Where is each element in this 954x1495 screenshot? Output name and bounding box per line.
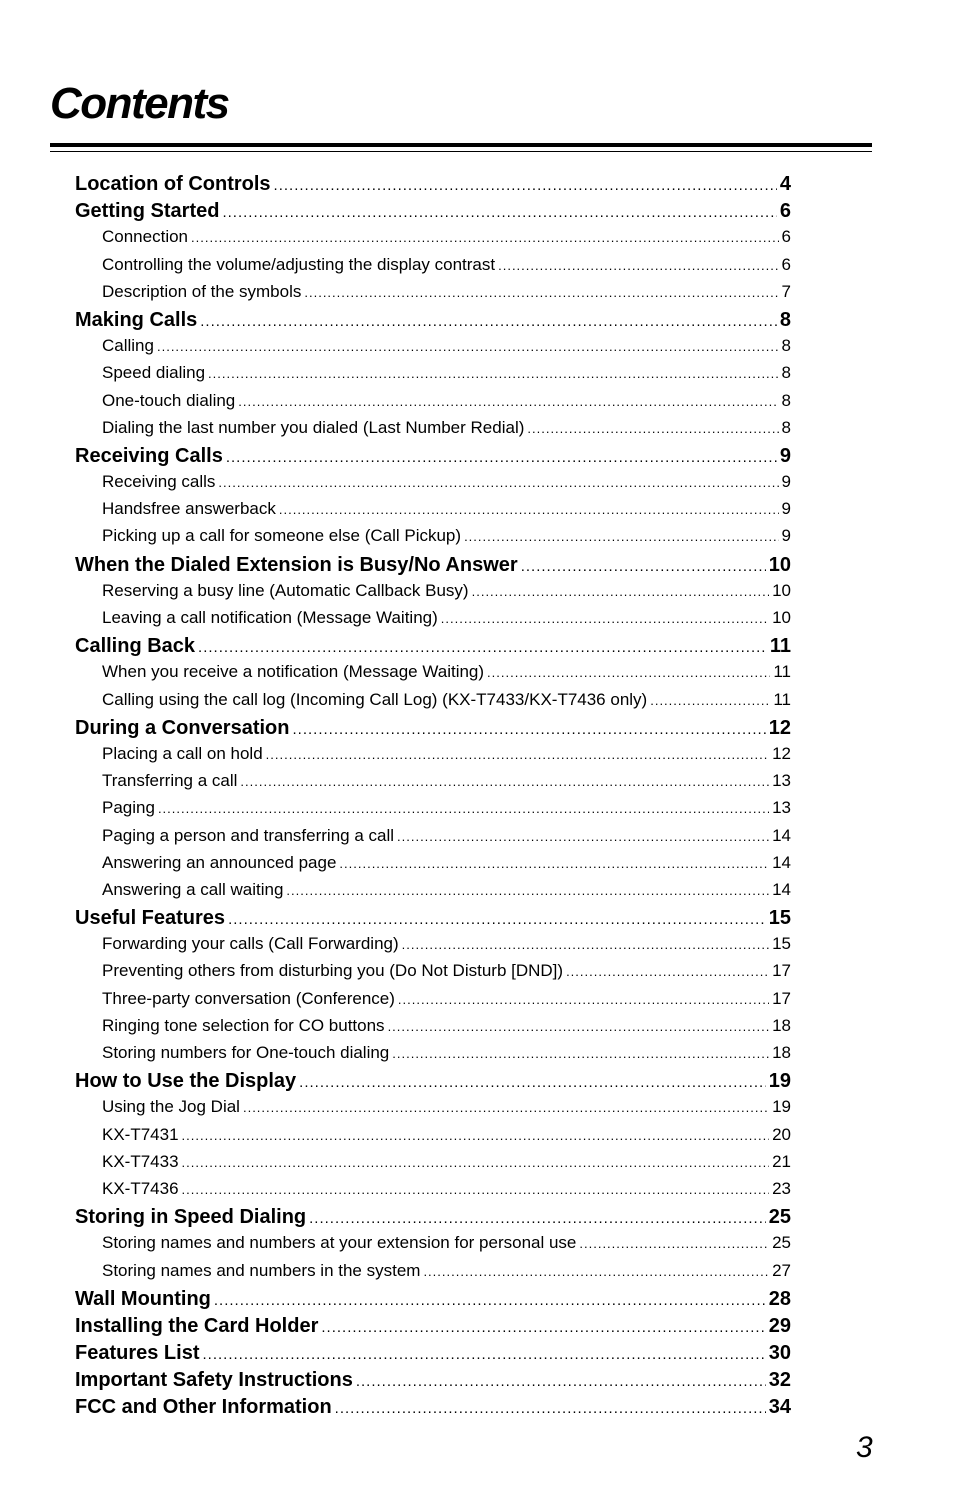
toc-subsection-entry[interactable]: [75, 336, 791, 363]
toc-entry-title: Receiving calls: [102, 472, 216, 492]
toc-entry-page: 8: [781, 417, 791, 437]
toc-subsection-entry[interactable]: [75, 255, 791, 282]
toc-entry-page: 12: [768, 716, 791, 739]
toc-entry-title: Paging a person and transferring a call: [102, 825, 395, 845]
toc-dot-leader: [222, 204, 776, 221]
toc-subsection-entry[interactable]: [75, 581, 791, 608]
toc-subsection-entry[interactable]: [75, 1125, 791, 1152]
toc-subsection-entry[interactable]: [75, 662, 791, 689]
page-title: Contents: [50, 79, 229, 128]
toc-subsection-entry[interactable]: [75, 418, 791, 445]
toc-entry-title: Calling: [102, 336, 154, 356]
toc-section-entry[interactable]: [75, 173, 791, 200]
toc-section-entry[interactable]: [75, 1070, 791, 1097]
toc-section-entry[interactable]: [75, 1369, 791, 1396]
toc-dot-leader: [339, 856, 769, 871]
toc-dot-leader: [240, 774, 769, 789]
toc-entry-page: 10: [772, 608, 791, 627]
toc-section-entry[interactable]: [75, 309, 791, 336]
toc-dot-leader: [226, 449, 777, 466]
toc-entry-title: Calling Back: [75, 635, 196, 658]
toc-entry-page: 8: [781, 390, 791, 410]
toc-dot-leader: [299, 1074, 766, 1091]
toc-dot-leader: [208, 366, 779, 381]
toc-entry-title: When you receive a notification (Message Waiting): [102, 662, 485, 682]
toc-entry-title: Controlling the volume/adjusting the display contrast: [102, 254, 496, 274]
toc-subsection-entry[interactable]: [75, 1261, 791, 1288]
toc-dot-leader: [202, 1346, 765, 1363]
toc-entry-page: 10: [772, 580, 791, 600]
toc-subsection-entry[interactable]: [75, 1016, 791, 1043]
toc-entry-page: 18: [772, 1043, 791, 1062]
toc-entry-page: 30: [768, 1342, 791, 1365]
toc-dot-leader: [487, 665, 770, 680]
toc-entry-page: 29: [768, 1314, 791, 1337]
toc-entry-title: Connection: [102, 227, 189, 247]
toc-dot-leader: [158, 801, 769, 816]
toc-entry-page: 28: [768, 1287, 791, 1310]
toc-entry-page: 11: [773, 689, 791, 709]
toc-entry-page: 9: [779, 444, 791, 467]
toc-dot-leader: [566, 964, 769, 979]
toc-entry-title: Storing numbers for One-touch dialing: [102, 1043, 390, 1062]
toc-entry-title: FCC and Other Information: [75, 1396, 332, 1419]
toc-subsection-entry[interactable]: [75, 526, 791, 553]
toc-dot-leader: [182, 1182, 770, 1197]
toc-dot-leader: [392, 1046, 769, 1061]
toc-entry-page: 20: [772, 1124, 791, 1144]
toc-dot-leader: [200, 313, 777, 330]
toc-entry-page: 8: [779, 308, 791, 331]
toc-entry-title: Placing a call on hold: [102, 743, 263, 763]
toc-dot-leader: [279, 502, 779, 517]
toc-subsection-entry[interactable]: [75, 961, 791, 988]
toc-entry-page: 7: [781, 281, 791, 301]
toc-entry-page: 9: [781, 499, 791, 519]
toc-section-entry[interactable]: [75, 1315, 791, 1342]
toc-entry-page: 18: [772, 1015, 791, 1035]
toc-dot-leader: [286, 883, 769, 898]
toc-subsection-entry[interactable]: [75, 499, 791, 526]
toc-dot-leader: [335, 1400, 766, 1417]
toc-dot-leader: [292, 721, 765, 738]
toc-entry-page: 17: [772, 961, 791, 981]
toc-entry-page: 14: [772, 852, 791, 872]
toc-entry-title: How to Use the Display: [75, 1070, 297, 1093]
toc-entry-title: Wall Mounting: [75, 1287, 211, 1310]
table-of-contents: [75, 173, 791, 1424]
toc-subsection-entry[interactable]: [75, 1233, 791, 1260]
toc-entry-page: 32: [768, 1369, 791, 1392]
toc-entry-page: 8: [781, 336, 791, 356]
toc-section-entry[interactable]: [75, 717, 791, 744]
toc-entry-title: Paging: [102, 798, 155, 818]
toc-dot-leader: [579, 1236, 769, 1251]
toc-entry-title: Answering an announced page: [102, 852, 337, 872]
toc-entry-title: Storing in Speed Dialing: [75, 1206, 307, 1229]
toc-entry-page: 23: [772, 1178, 791, 1198]
toc-entry-page: 15: [772, 934, 791, 954]
toc-section-entry[interactable]: [75, 1396, 791, 1423]
toc-entry-page: 27: [772, 1260, 791, 1280]
toc-dot-leader: [398, 992, 769, 1007]
toc-subsection-entry[interactable]: [75, 1097, 791, 1124]
toc-dot-leader: [388, 1019, 770, 1034]
toc-subsection-entry[interactable]: [75, 853, 791, 880]
toc-dot-leader: [157, 339, 779, 354]
toc-entry-page: 25: [772, 1233, 791, 1253]
toc-dot-leader: [309, 1210, 766, 1227]
toc-subsection-entry[interactable]: [75, 1043, 791, 1070]
page-number: 3: [856, 1431, 873, 1464]
toc-entry-title: Forwarding your calls (Call Forwarding): [102, 934, 399, 954]
toc-subsection-entry[interactable]: [75, 880, 791, 907]
toc-subsection-entry[interactable]: [75, 1152, 791, 1179]
toc-subsection-entry[interactable]: [75, 934, 791, 961]
toc-dot-leader: [464, 529, 778, 544]
toc-dot-leader: [182, 1155, 770, 1170]
toc-entry-page: 17: [772, 988, 791, 1008]
toc-entry-title: Using the Jog Dial: [102, 1097, 240, 1117]
toc-dot-leader: [397, 829, 769, 844]
toc-dot-leader: [274, 177, 777, 194]
toc-entry-page: 34: [768, 1396, 791, 1419]
toc-subsection-entry[interactable]: [75, 363, 791, 390]
toc-entry-title: Speed dialing: [102, 363, 206, 383]
toc-subsection-entry[interactable]: [75, 798, 791, 825]
toc-dot-leader: [441, 611, 769, 626]
toc-subsection-entry[interactable]: [75, 282, 791, 309]
toc-entry-page: 6: [781, 254, 791, 274]
toc-entry-title: Useful Features: [75, 907, 226, 930]
toc-entry-title: Storing names and numbers at your extension for personal use: [102, 1233, 577, 1253]
toc-section-entry[interactable]: [75, 200, 791, 227]
toc-entry-page: 19: [772, 1097, 791, 1117]
toc-entry-page: 8: [781, 363, 791, 383]
toc-entry-page: 10: [768, 553, 791, 576]
toc-dot-leader: [423, 1264, 769, 1279]
toc-dot-leader: [521, 558, 766, 575]
toc-dot-leader: [321, 1319, 765, 1336]
toc-subsection-entry[interactable]: [75, 771, 791, 798]
toc-entry-page: 12: [772, 743, 791, 763]
toc-entry-page: 19: [768, 1070, 791, 1093]
toc-entry-title: Transferring a call: [102, 771, 238, 791]
toc-dot-leader: [527, 421, 778, 436]
toc-entry-title: Storing names and numbers in the system: [102, 1260, 421, 1280]
toc-section-entry[interactable]: [75, 635, 791, 662]
toc-subsection-entry[interactable]: [75, 391, 791, 418]
title-rule-thick: [50, 143, 872, 147]
toc-section-entry[interactable]: [75, 907, 791, 934]
toc-entry-title: One-touch dialing: [102, 390, 236, 410]
toc-entry-title: Making Calls: [75, 308, 198, 331]
toc-entry-page: 9: [781, 472, 791, 492]
toc-entry-title: Important Safety Instructions: [75, 1369, 353, 1392]
toc-subsection-entry[interactable]: [75, 744, 791, 771]
toc-dot-leader: [228, 911, 766, 928]
toc-dot-leader: [266, 747, 769, 762]
toc-dot-leader: [650, 693, 770, 708]
toc-dot-leader: [238, 394, 778, 409]
toc-entry-page: 14: [772, 825, 791, 845]
toc-entry-title: Reserving a busy line (Automatic Callback Busy): [102, 580, 469, 600]
toc-dot-leader: [182, 1128, 770, 1143]
toc-entry-title: Calling using the call log (Incoming Call Log) (KX-T7433/KX-T7436 only): [102, 689, 648, 709]
toc-entry-page: 15: [768, 907, 791, 930]
toc-entry-title: When the Dialed Extension is Busy/No Answer: [75, 553, 518, 576]
toc-subsection-entry[interactable]: [75, 472, 791, 499]
toc-entry-page: 6: [779, 200, 791, 223]
toc-entry-title: Getting Started: [75, 200, 220, 223]
toc-entry-title: Preventing others from disturbing you (Do Not Disturb [DND]): [102, 961, 564, 981]
toc-entry-title: During a Conversation: [75, 716, 290, 739]
toc-entry-title: Dialing the last number you dialed (Last Number Redial): [102, 417, 525, 437]
toc-dot-leader: [243, 1100, 769, 1115]
title-rule-thin: [50, 151, 872, 152]
toc-entry-title: Ringing tone selection for CO buttons: [102, 1015, 385, 1035]
toc-entry-title: Three-party conversation (Conference): [102, 988, 395, 1008]
toc-subsection-entry[interactable]: [75, 690, 791, 717]
toc-dot-leader: [402, 937, 769, 952]
toc-entry-page: 6: [781, 227, 791, 247]
toc-entry-title: KX-T7436: [102, 1178, 179, 1198]
toc-dot-leader: [218, 475, 778, 490]
toc-section-entry[interactable]: [75, 1288, 791, 1315]
toc-dot-leader: [214, 1292, 766, 1309]
toc-subsection-entry[interactable]: [75, 227, 791, 254]
toc-subsection-entry[interactable]: [75, 989, 791, 1016]
toc-section-entry[interactable]: [75, 554, 791, 581]
toc-entry-title: KX-T7431: [102, 1124, 179, 1144]
toc-entry-page: 14: [772, 879, 791, 899]
toc-dot-leader: [198, 639, 767, 656]
toc-section-entry[interactable]: [75, 1342, 791, 1369]
toc-subsection-entry[interactable]: [75, 1179, 791, 1206]
toc-entry-page: 13: [772, 771, 791, 791]
toc-entry-title: Answering a call waiting: [102, 879, 284, 899]
toc-entry-title: Location of Controls: [75, 173, 271, 195]
toc-dot-leader: [472, 584, 769, 599]
toc-dot-leader: [191, 230, 779, 245]
toc-entry-page: 11: [769, 635, 791, 658]
toc-entry-title: Receiving Calls: [75, 444, 223, 467]
toc-entry-page: 13: [772, 798, 791, 818]
toc-entry-title: Handsfree answerback: [102, 499, 276, 519]
toc-dot-leader: [304, 285, 778, 300]
toc-entry-title: KX-T7433: [102, 1151, 179, 1171]
toc-entry-title: Description of the symbols: [102, 281, 302, 301]
toc-entry-page: 11: [773, 662, 791, 682]
toc-dot-leader: [356, 1373, 766, 1390]
toc-entry-page: 9: [781, 526, 791, 546]
toc-entry-page: 21: [772, 1151, 791, 1171]
toc-subsection-entry[interactable]: [75, 826, 791, 853]
toc-entry-page: 25: [768, 1206, 791, 1229]
toc-section-entry[interactable]: [75, 445, 791, 472]
toc-entry-title: Installing the Card Holder: [75, 1314, 319, 1337]
toc-section-entry[interactable]: [75, 1206, 791, 1233]
toc-entry-title: Picking up a call for someone else (Call Pickup): [102, 526, 462, 546]
toc-dot-leader: [498, 258, 778, 273]
toc-entry-title: Features List: [75, 1342, 200, 1365]
toc-entry-title: Leaving a call notification (Message Waiting): [102, 608, 438, 627]
toc-entry-page: 4: [779, 173, 791, 195]
toc-subsection-entry[interactable]: [75, 608, 791, 635]
